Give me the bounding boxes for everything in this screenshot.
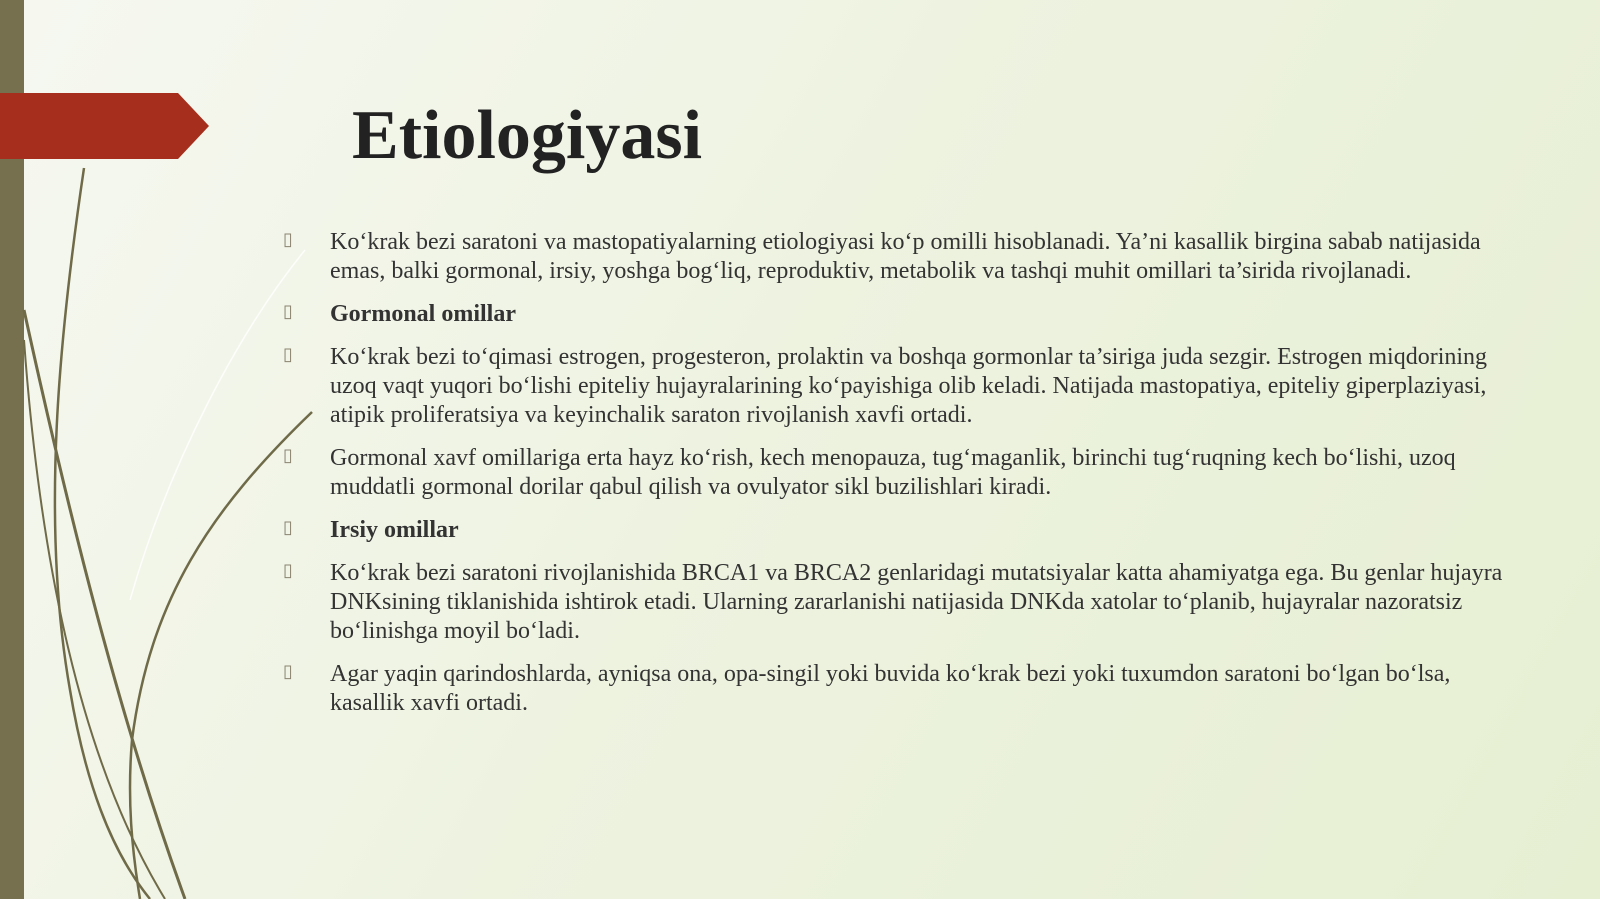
bullet-square-icon: ▯ [283,301,293,322]
bullet-item [283,559,1513,646]
slide-title: Etiologiyasi [352,97,703,174]
bullet-item [283,660,1513,718]
bullet-square-icon: ▯ [283,445,293,466]
bullet-square-icon: ▯ [283,229,293,250]
bullet-text: Ko‘krak bezi saratoni va mastopatiyalarning etiologiyasi ko‘p omilli hisoblanadi. Ya’ni kasallik birgina sabab natijasida emas, balki gormonal, irsiy, yoshga bog‘liq, reproduktiv, metabolik va tashqi muhit omillari ta’sirida rivojlanadi. [330,229,1481,284]
title-accent-arrow [0,93,212,159]
bullet-square-icon: ▯ [283,517,293,538]
bullet-item [283,228,1513,286]
bullet-heading: Gormonal omillar [330,301,516,327]
bullet-square-icon: ▯ [283,560,293,581]
bullet-heading-item [283,300,1513,329]
bullet-text: Ko‘krak bezi saratoni rivojlanishida BRCA1 va BRCA2 genlaridagi mutatsiyalar katta ahamiyatga ega. Bu genlar hujayra DNKsining tiklanishida ishtirok etadi. Ularning zararlanishi natijasida DNKda xatolar to‘planib, hujayralar nazoratsiz bo‘linishga moyil bo‘ladi. [330,560,1503,644]
bullet-text: Gormonal xavf omillariga erta hayz ko‘rish, kech menopauza, tug‘maganlik, birinchi tug‘ruqning kech bo‘lishi, uzoq muddatli gormonal dorilar qabul qilish va ovulyator sikl buzilishlari kiradi. [330,445,1456,500]
bullet-item [283,444,1513,502]
bullet-heading: Irsiy omillar [330,517,459,543]
bullet-square-icon: ▯ [283,344,293,365]
bullet-text: Ko‘krak bezi to‘qimasi estrogen, progesteron, prolaktin va boshqa gormonlar ta’siriga juda sezgir. Estrogen miqdorining uzoq vaqt yuqori bo‘lishi epiteliy hujayralarining ko‘payishiga olib keladi. Natijada mastopatiya, epiteliy giperplaziyasi, atipik proliferatsiya va keyinchalik saraton rivojlanish xavfi ortadi. [330,344,1488,428]
bullet-list [283,228,1513,732]
bullet-text: Agar yaqin qarindoshlarda, ayniqsa ona, opa-singil yoki buvida ko‘krak bezi yoki tuxumdon saratoni bo‘lgan bo‘lsa, kasallik xavfi ortadi. [330,661,1451,716]
bullet-heading-item [283,516,1513,545]
bullet-square-icon: ▯ [283,661,293,682]
bullet-item [283,343,1513,430]
